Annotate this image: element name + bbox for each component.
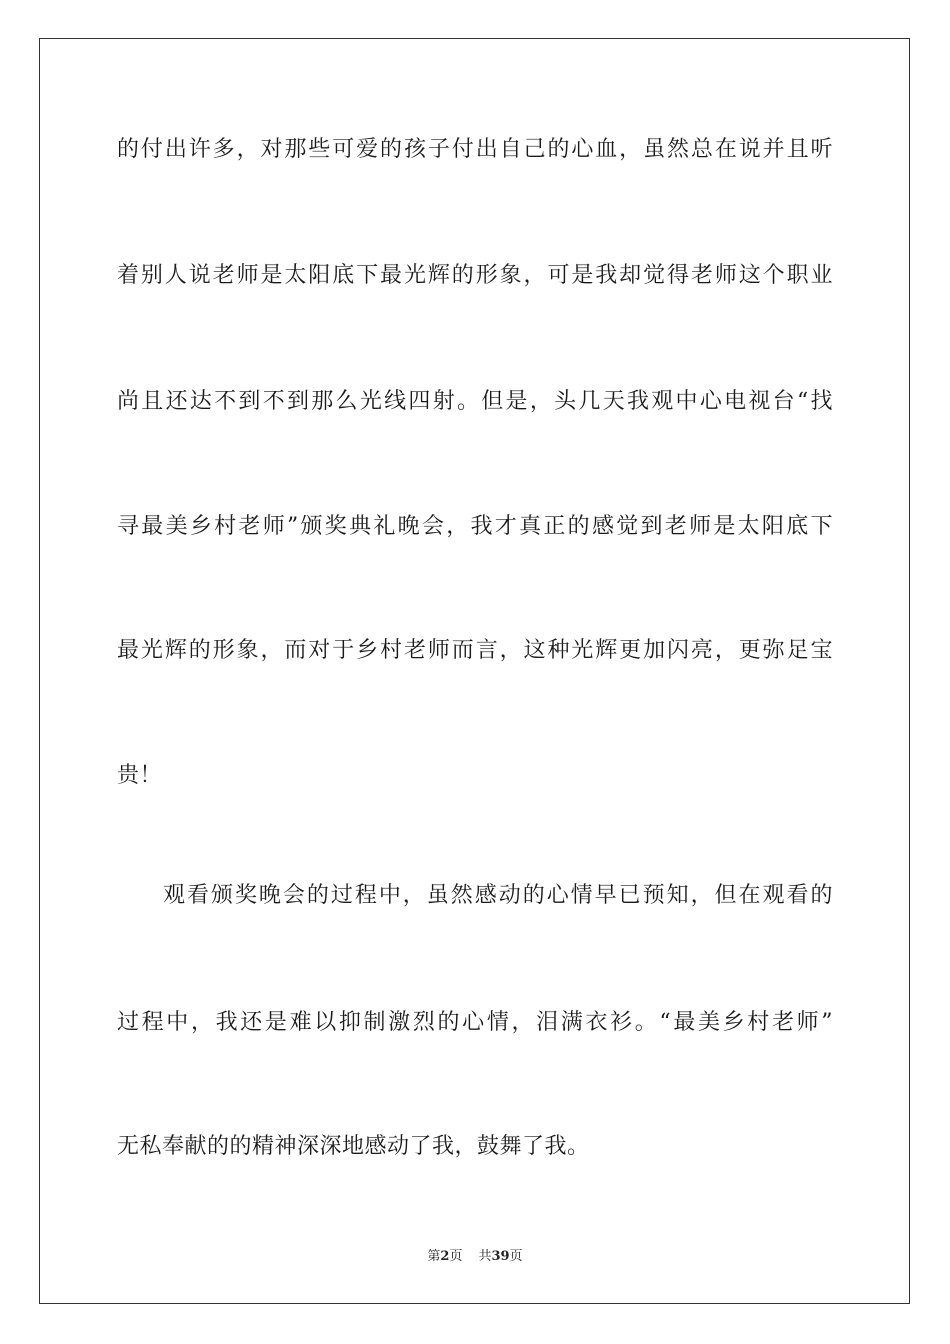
paragraph-2-line-3: 无私奉献的的精神深深地感动了我，鼓舞了我。 — [117, 1134, 590, 1159]
paragraph-2-line-2: 过程中，我还是难以抑制激烈的心情，泪满衣衫。“最美乡村老师” — [117, 1010, 833, 1035]
paragraph-line-4: 寻最美乡村老师”颁奖典礼晚会，我才真正的感觉到老师是太阳底下 — [117, 514, 833, 539]
total-prefix: 共 — [478, 1249, 492, 1264]
paragraph-2-line-1: 观看颁奖晚会的过程中，虽然感动的心情早已预知，但在观看的 — [163, 883, 833, 908]
paragraph-line-2: 着别人说老师是太阳底下最光辉的形象，可是我却觉得老师这个职业 — [117, 263, 833, 288]
paragraph-line-5: 最光辉的形象，而对于乡村老师而言，这种光辉更加闪亮，更弥足宝 — [117, 638, 833, 663]
total-suffix: 页 — [509, 1249, 523, 1264]
paragraph-line-3: 尚且还达不到不到那么光线四射。但是，头几天我观中心电视台“找 — [117, 389, 833, 414]
total-pages: 39 — [491, 1249, 510, 1264]
page-footer — [0, 1248, 950, 1266]
page-prefix: 第 — [427, 1249, 441, 1264]
page-suffix: 页 — [449, 1249, 463, 1264]
paragraph-line-1: 的付出许多，对那些可爱的孩子付出自己的心血，虽然总在说并且听 — [117, 137, 833, 162]
page-number: 2 — [440, 1249, 450, 1264]
page-border — [39, 38, 910, 1304]
paragraph-line-6: 贵！ — [117, 763, 163, 788]
